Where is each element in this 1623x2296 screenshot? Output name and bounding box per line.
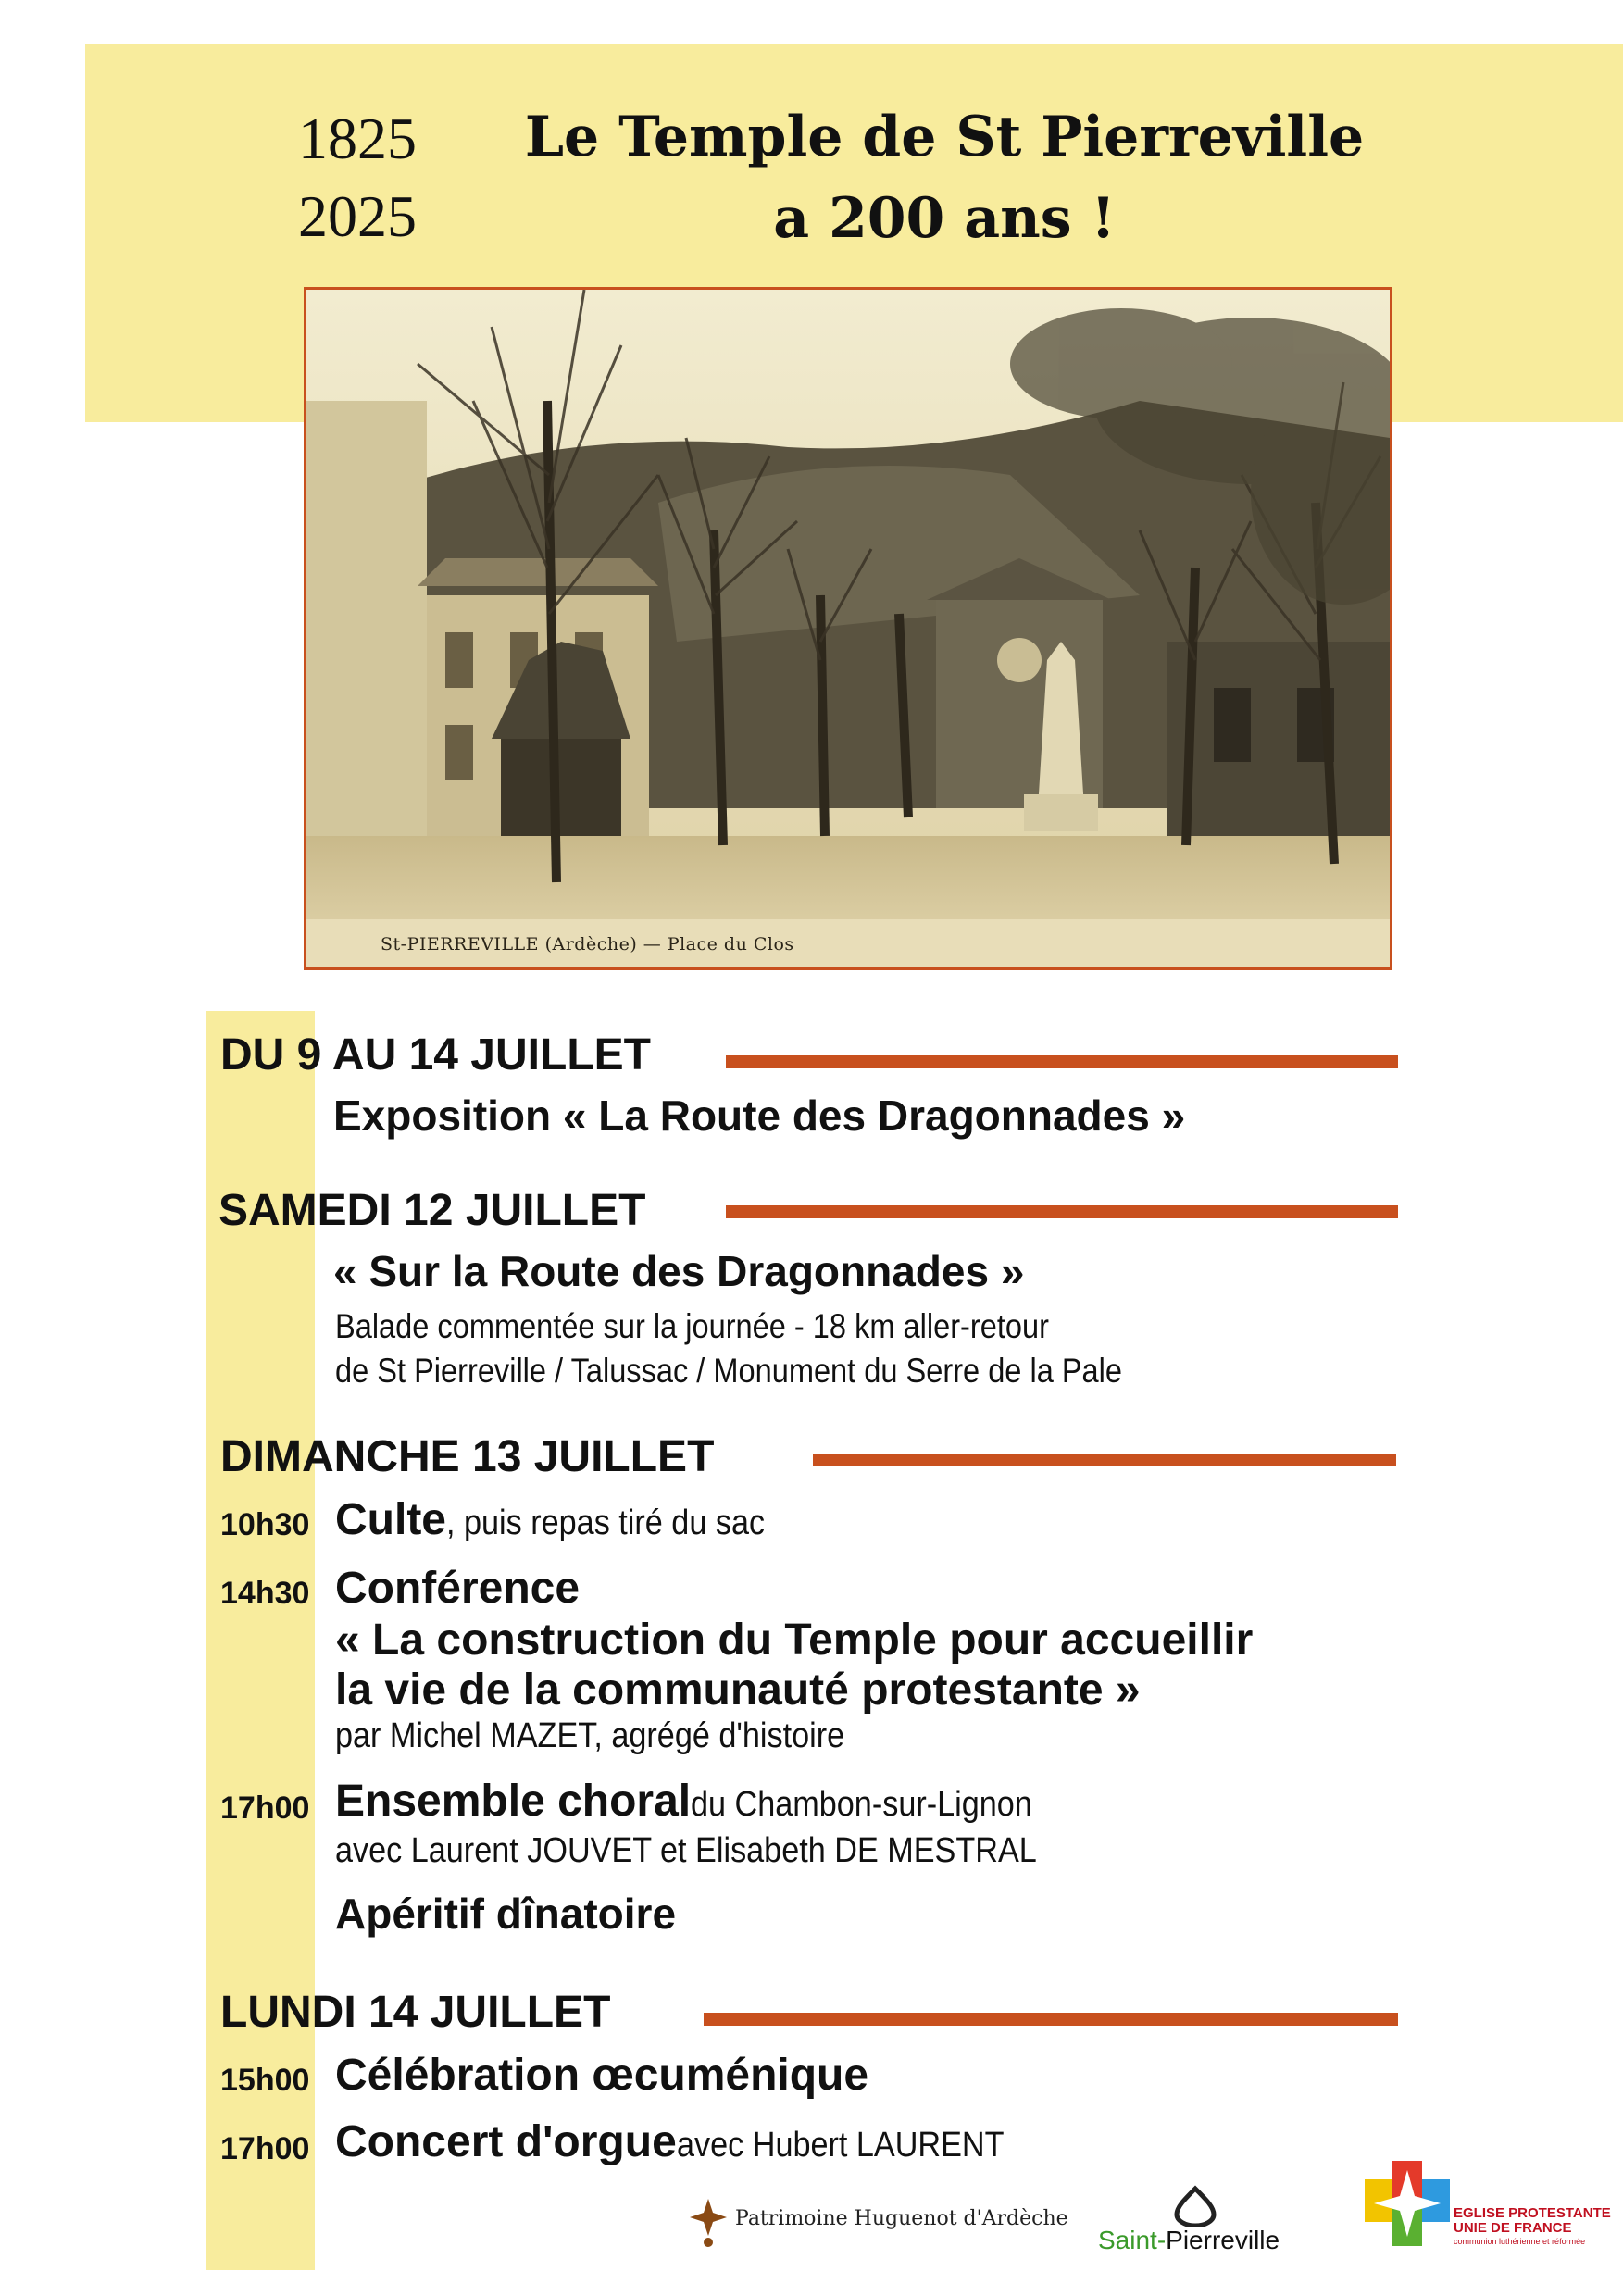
event-concert-title: Concert d'orgue	[335, 2117, 677, 2166]
event-aperitif: Apéritif dînatoire	[335, 1890, 677, 1938]
event-culte	[335, 1494, 800, 1545]
event-concert	[335, 2116, 1041, 2167]
historic-postcard-photo	[304, 287, 1392, 970]
anniversary-years	[298, 100, 417, 256]
event-choral-title: Ensemble choral	[335, 1777, 692, 1826]
event-conference	[335, 1563, 580, 1614]
event-culte-title: Culte	[335, 1495, 446, 1544]
time-10h30: 10h30	[220, 1507, 310, 1542]
choral-performers: avec Laurent JOUVET et Elisabeth DE MESTRAL	[335, 1831, 1037, 1870]
day4-rule	[704, 2013, 1398, 2026]
drop-icon	[1167, 2185, 1223, 2227]
epudf-cross-icon	[1365, 2161, 1450, 2246]
conference-quote-line1: « La construction du Temple pour accueillir	[335, 1616, 1254, 1665]
event-choral-rest: du Chambon-sur-Lignon	[691, 1785, 1032, 1824]
event-concert-rest: avec Hubert LAURENT	[676, 2126, 1005, 2165]
event-choral	[335, 1776, 1070, 1827]
time-14h30: 14h30	[220, 1576, 310, 1611]
year-start: 1825	[298, 106, 417, 171]
huguenot-cross-icon	[685, 2194, 731, 2250]
day2-description-line1: Balade commentée sur la journée - 18 km aller-retour	[335, 1307, 1049, 1345]
postcard-illustration	[306, 290, 1390, 967]
logo-patrimoine-huguenot: Patrimoine Huguenot d'Ardèche	[685, 2194, 1055, 2250]
day2-event: « Sur la Route des Dragonnades »	[333, 1247, 1025, 1295]
day2-label: SAMEDI 12 JUILLET	[218, 1186, 646, 1235]
day2-rule	[726, 1205, 1398, 1218]
day3-label: DIMANCHE 13 JUILLET	[220, 1432, 715, 1481]
time-17h00-orgue: 17h00	[220, 2131, 310, 2166]
day1-rule	[726, 1055, 1398, 1068]
conference-quote-line2: la vie de la communauté protestante »	[335, 1666, 1141, 1715]
logo-eglise-protestante-unie: EGLISE PROTESTANTE UNIE DE FRANCE communion luthérienne et réformée	[1365, 2161, 1605, 2253]
day2-description-line2: de St Pierreville / Talussac / Monument du Serre de la Pale	[335, 1352, 1123, 1390]
day4-label: LUNDI 14 JUILLET	[220, 1988, 611, 2037]
event-celebration: Célébration œcuménique	[335, 2051, 869, 2100]
photo-caption: St-PIERREVILLE (Ardèche) — Place du Clos	[381, 934, 794, 955]
event-conference-title: Conférence	[335, 1564, 581, 1613]
time-15h00: 15h00	[220, 2063, 310, 2098]
day1-label: DU 9 AU 14 JUILLET	[220, 1030, 651, 1079]
day3-rule	[813, 1454, 1396, 1466]
time-17h00-choral: 17h00	[220, 1791, 310, 1826]
event-culte-rest: , puis repas tiré du sac	[446, 1504, 766, 1542]
title-line-2: a 200 ans !	[773, 186, 1116, 251]
year-end: 2025	[298, 183, 417, 249]
day1-event: Exposition « La Route des Dragonnades »	[333, 1092, 1186, 1140]
title-line-1: Le Temple de St Pierreville	[524, 105, 1365, 169]
conference-speaker: par Michel MAZET, agrégé d'histoire	[335, 1716, 845, 1755]
page-title	[491, 96, 1398, 259]
logo-saint-pierreville: Saint-Pierreville	[1098, 2185, 1311, 2259]
